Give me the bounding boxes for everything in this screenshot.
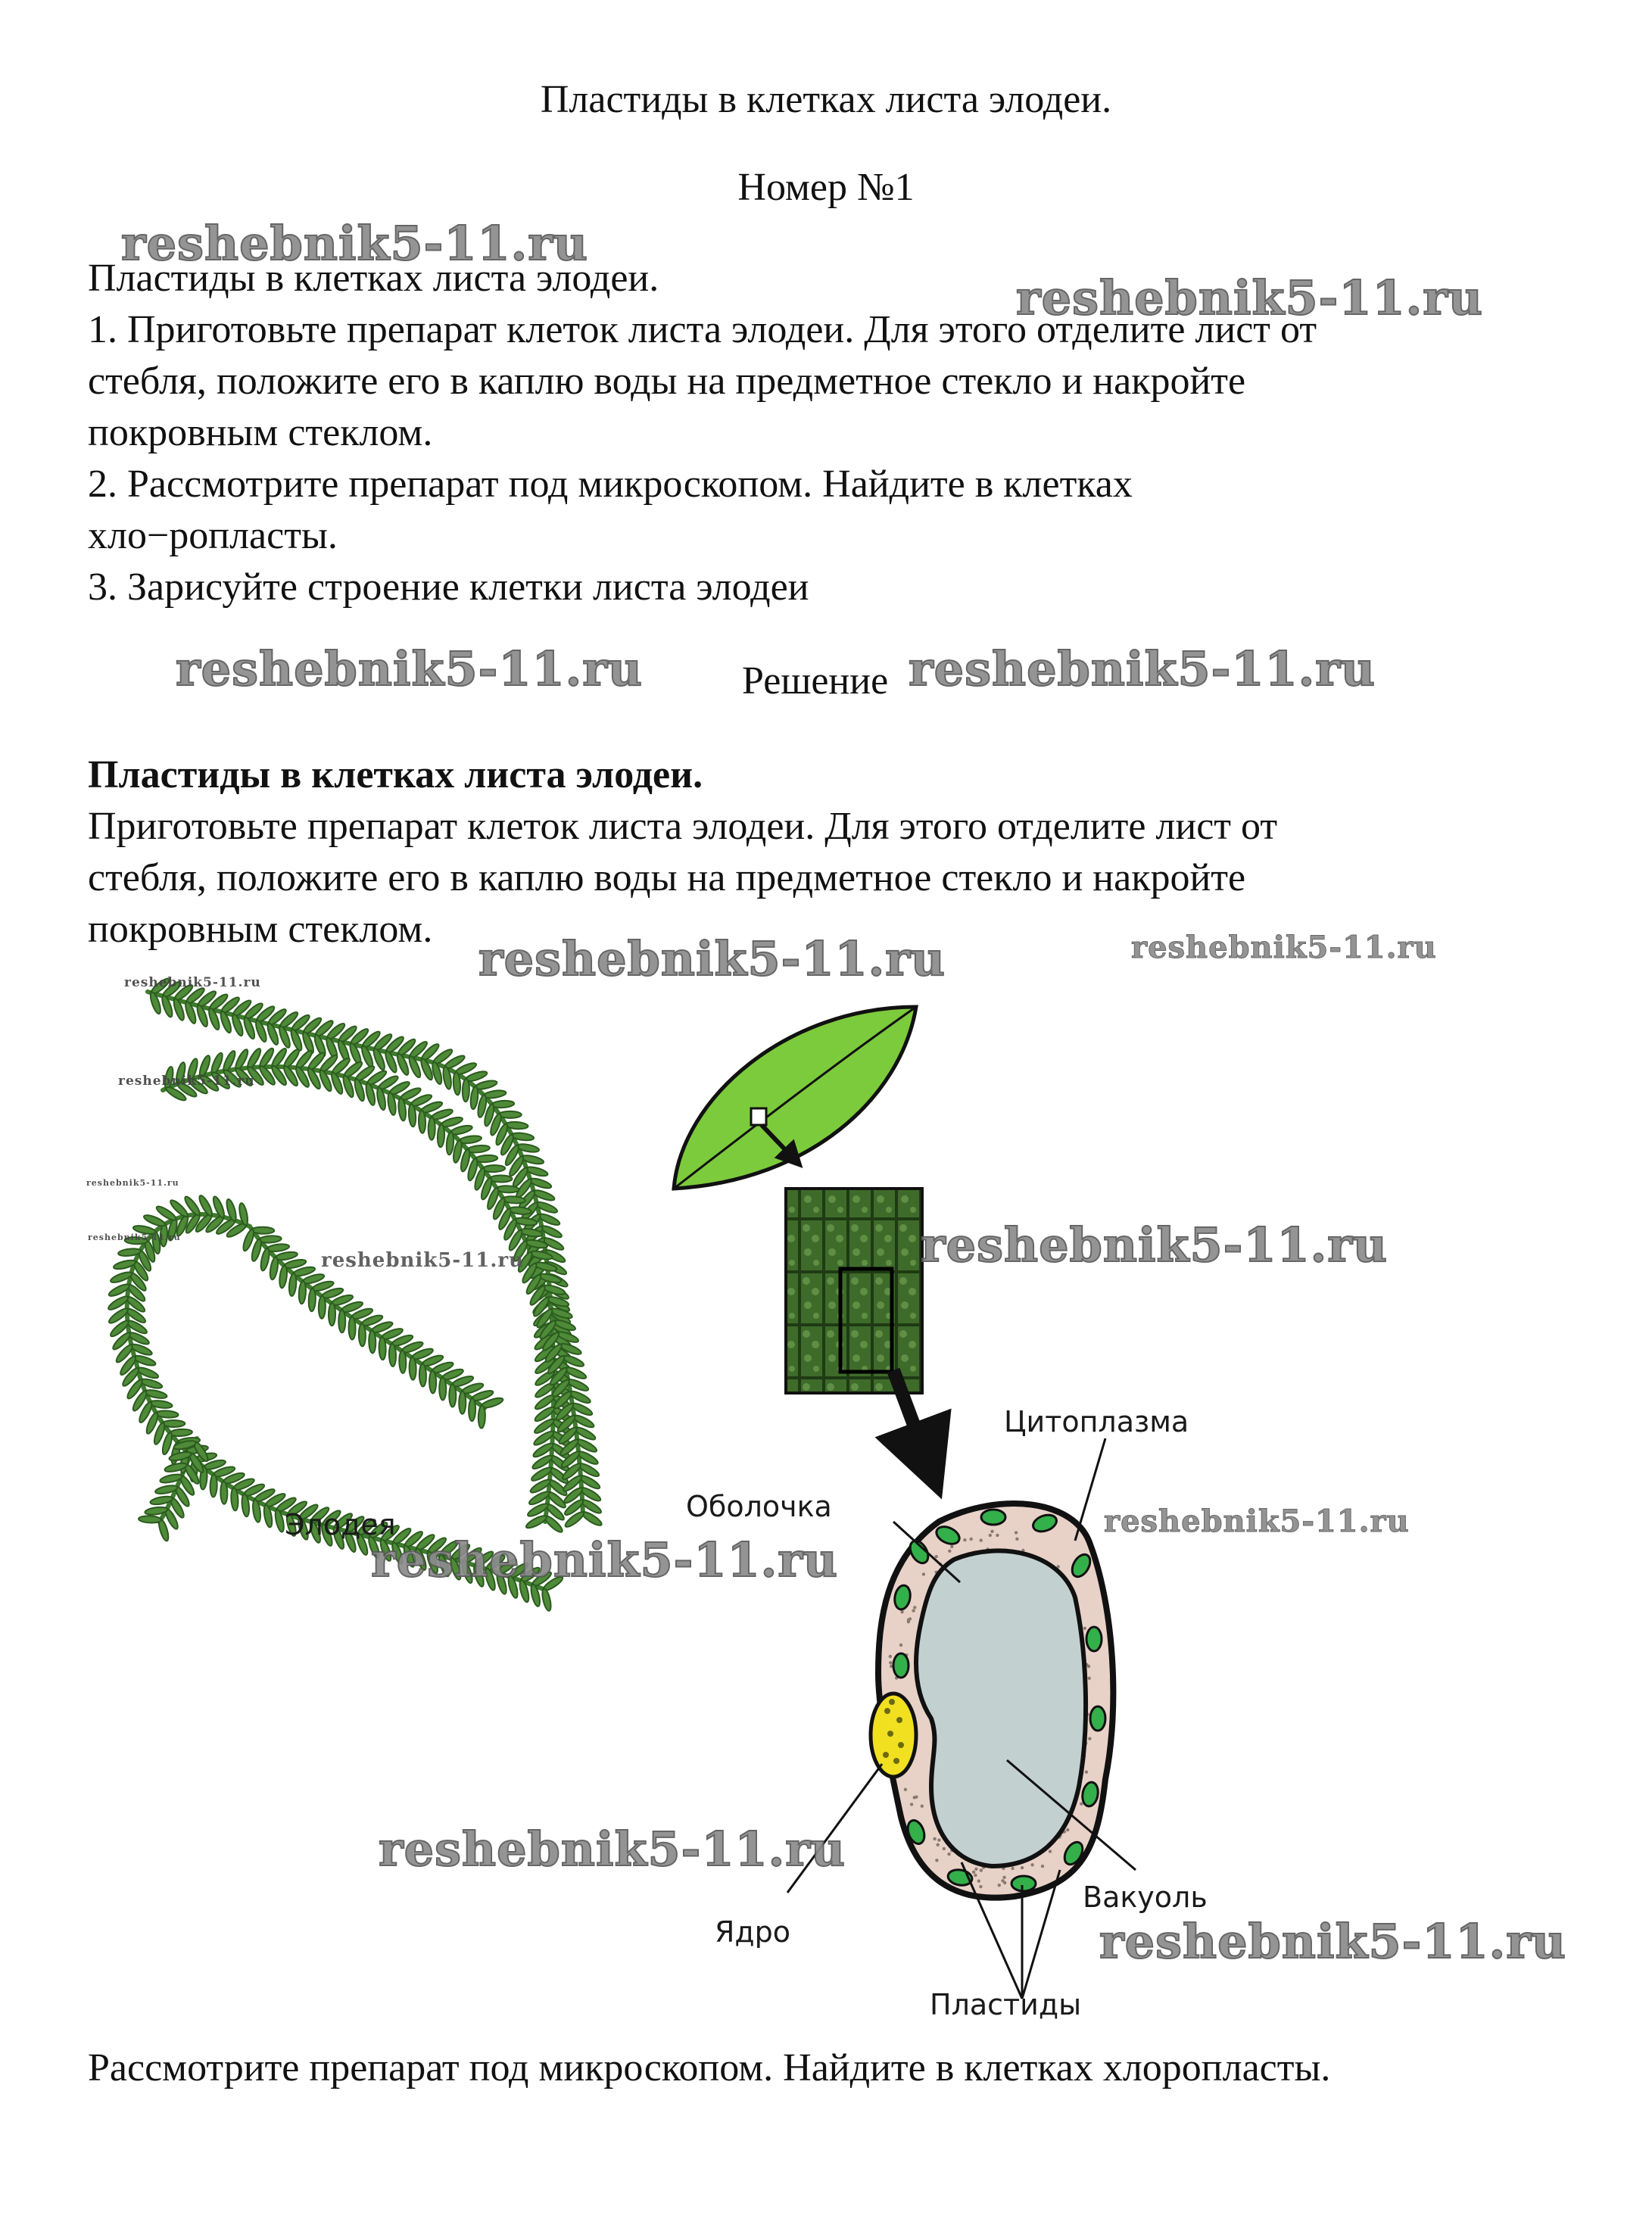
cytoplasm-speck — [990, 1530, 993, 1533]
cytoplasm-speck — [977, 1880, 980, 1883]
cytoplasm-speck — [974, 1868, 977, 1871]
watermark: reshebnik5-11.ru — [124, 975, 261, 990]
elodea-leaflet — [478, 1405, 485, 1428]
leaf-illustration — [674, 1007, 916, 1189]
answer-heading: Пластиды в клетках листа элодеи. — [88, 753, 703, 796]
watermark: reshebnik5-11.ru — [379, 1821, 846, 1877]
task-heading: Пластиды в клетках листа элодеи. — [88, 257, 659, 300]
cytoplasm-speck — [913, 1606, 916, 1609]
task-number: Номер №1 — [737, 166, 915, 209]
nucleus — [871, 1694, 916, 1777]
cytoplasm-speck — [989, 1534, 992, 1537]
watermark: reshebnik5-11.ru — [1104, 1504, 1410, 1539]
elodea-label: Элодея — [285, 1508, 396, 1541]
elodea-leaflet — [499, 1111, 522, 1118]
cytoplasm-speck — [974, 1874, 977, 1877]
elodea-leaflet — [259, 1248, 270, 1271]
task-line: 1. Приготовьте препарат клеток листа элодеи. Для этого отделите лист от — [88, 308, 1317, 351]
task-line: 2. Рассмотрите препарат под микроскопом. Найдите в клетках — [88, 463, 1133, 506]
elodea-leaflet — [258, 1236, 282, 1244]
cytoplasm-speck — [1083, 1627, 1086, 1630]
watermark: reshebnik5-11.ru — [176, 641, 643, 696]
elodea-leaflet — [496, 1186, 519, 1193]
cytoplasm-speck — [1080, 1803, 1083, 1806]
elodea-leaflet — [389, 1344, 397, 1366]
elodea-leaflet — [269, 1257, 279, 1280]
cytoplasm-speck — [1030, 1863, 1033, 1866]
cytoplasm-speck — [998, 1884, 1001, 1887]
cytoplasm-speck — [980, 1538, 983, 1541]
cytoplasm-speck — [1021, 1866, 1024, 1869]
elodea-leaflet — [210, 1474, 217, 1497]
watermark: reshebnik5-11.ru — [86, 1178, 179, 1188]
elodea-leaflet — [475, 1155, 498, 1163]
cytoplasm-speck — [1015, 1531, 1018, 1534]
cytoplasm-speck — [937, 1843, 940, 1846]
cytoplasm-speck — [937, 1838, 940, 1841]
elodea-leaflet — [462, 1079, 469, 1102]
nucleus-granule — [898, 1742, 904, 1748]
watermark: reshebnik5-11.ru — [88, 1232, 181, 1242]
cytoplasm-speck — [935, 1555, 938, 1558]
watermark: reshebnik5-11.ru — [118, 1074, 255, 1089]
cytoplasm-speck — [1087, 1665, 1090, 1668]
elodea-leaflet — [329, 1303, 335, 1326]
watermark: reshebnik5-11.ru — [1016, 270, 1483, 326]
elodea-leaflet — [162, 1420, 185, 1427]
nucleus-granule — [896, 1717, 902, 1723]
answer-line: Приготовьте препарат клеток листа элодеи. Для этого отделите лист от — [88, 805, 1278, 848]
nucleus-granule — [884, 1708, 890, 1714]
nucleus-label: Ядро — [715, 1915, 791, 1949]
cytoplasm-speck — [1041, 1865, 1044, 1868]
cytoplasm-speck — [889, 1661, 892, 1664]
elodea-leaflet — [348, 1317, 355, 1339]
elodea-leaflet — [469, 1086, 478, 1110]
elodea-leaflet — [379, 1337, 386, 1360]
elodea-leaflet — [279, 1265, 288, 1289]
nucleus-granule — [887, 1731, 893, 1737]
cytoplasm-speck — [1001, 1879, 1004, 1882]
cytoplasm-speck — [922, 1572, 925, 1575]
cytoplasm-speck — [913, 1796, 916, 1799]
plastids-label: Пластиды — [930, 1988, 1082, 2021]
cytoplasm-speck — [889, 1655, 892, 1658]
chloroplast — [981, 1510, 1005, 1525]
elodea-leaflet — [429, 1117, 435, 1140]
watermark: reshebnik5-11.ru — [371, 1532, 838, 1588]
elodea-leaflet — [469, 1398, 476, 1421]
watermark: reshebnik5-11.ru — [909, 641, 1376, 696]
cytoplasm-speck — [912, 1609, 915, 1612]
cytoplasm-pointer — [1075, 1438, 1105, 1541]
vacuole-label: Вакуоль — [1083, 1881, 1208, 1914]
cytoplasm-speck — [904, 1788, 907, 1791]
elodea-leaflet — [449, 1385, 456, 1407]
elodea-leaflet — [491, 1100, 515, 1108]
cytoplasm-speck — [963, 1538, 966, 1541]
cytoplasm-speck — [1011, 1867, 1014, 1870]
cytoplasm-speck — [1002, 1876, 1005, 1879]
membrane-label: Оболочка — [686, 1490, 832, 1523]
chloroplast — [1011, 1876, 1036, 1891]
elodea-leaflet — [139, 1516, 161, 1524]
cytoplasm-speck — [947, 1853, 950, 1856]
cytoplasm-speck — [1085, 1771, 1088, 1774]
elodea-leaflet — [359, 1323, 366, 1346]
cytoplasm-speck — [910, 1803, 913, 1806]
cytoplasm-speck — [1088, 1677, 1091, 1680]
elodea-leaflet — [338, 1310, 345, 1332]
elodea-leaflet — [251, 1227, 274, 1234]
nucleus-granule — [889, 1699, 895, 1705]
elodea-leaflet — [459, 1391, 466, 1414]
elodea-leaflet — [319, 1296, 326, 1319]
answer-line: покровным стеклом. — [88, 908, 433, 951]
elodea-leaflet — [298, 1281, 307, 1304]
cytoplasm-speck — [996, 1534, 999, 1537]
elodea-leaflet — [446, 1132, 455, 1155]
elodea-leaflet — [170, 1429, 193, 1437]
elodea-leaflet — [369, 1330, 376, 1353]
watermark: reshebnik5-11.ru — [121, 216, 588, 271]
answer-line: стебля, положите его в каплю воды на предметное стекло и накройте — [88, 856, 1246, 899]
elodea-leaflet — [419, 1363, 427, 1386]
elodea-leaflet — [419, 1111, 426, 1133]
watermark: reshebnik5-11.ru — [1131, 930, 1437, 965]
watermark: reshebnik5-11.ru — [1099, 1914, 1566, 1969]
elodea-leaflet — [288, 1273, 298, 1297]
watermark: reshebnik5-11.ru — [321, 1249, 525, 1272]
cytoplasm-label: Цитоплазма — [1004, 1405, 1189, 1438]
cell-diagram — [787, 1438, 1136, 1999]
watermark: reshebnik5-11.ru — [478, 931, 946, 986]
cytoplasm-speck — [935, 1859, 938, 1862]
cytoplasm-speck — [900, 1610, 903, 1613]
cytoplasm-speck — [970, 1538, 973, 1541]
elodea-leaflet — [308, 1289, 316, 1311]
chloroplast — [893, 1653, 909, 1678]
cytoplasm-speck — [933, 1837, 936, 1840]
solution-label: Решение — [742, 659, 889, 703]
elodea-leaflet — [482, 1165, 505, 1173]
chloroplast — [1086, 1627, 1102, 1651]
nucleus-granule — [893, 1758, 899, 1764]
cytoplasm-speck — [979, 1885, 982, 1888]
elodea-leaflet — [489, 1176, 512, 1183]
task-line: покровным стеклом. — [88, 411, 433, 454]
cytoplasm-speck — [1066, 1828, 1069, 1831]
cytoplasm-speck — [972, 1871, 975, 1874]
leaf-cells-view — [786, 1189, 927, 1461]
elodea-leaflet — [220, 1482, 228, 1504]
cytoplasm-speck — [899, 1644, 902, 1647]
task-line: хло−ропласты. — [88, 514, 338, 557]
elodea-leaflet — [399, 1351, 407, 1373]
task-line: 3. Зарисуйте строение клетки листа элодеи — [88, 566, 809, 609]
cytoplasm-speck — [948, 1550, 951, 1553]
nucleus-granule — [883, 1752, 889, 1758]
elodea-leaflet — [541, 1588, 553, 1611]
cytoplasm-speck — [950, 1545, 953, 1548]
cytoplasm-speck — [1015, 1538, 1018, 1541]
elodea-leaflet — [439, 1377, 446, 1400]
watermark: reshebnik5-11.ru — [921, 1217, 1388, 1273]
task-line: стебля, положите его в каплю воды на предметное стекло и накройте — [88, 360, 1246, 403]
elodea-leaflet — [437, 1124, 444, 1147]
cytoplasm-speck — [1049, 1849, 1052, 1853]
page-title: Пластиды в клетках листа элодеи. — [540, 78, 1112, 121]
chloroplast — [1090, 1706, 1105, 1731]
cytoplasm-speck — [943, 1847, 946, 1850]
cytoplasm-speck — [980, 1868, 983, 1871]
cytoplasm-speck — [907, 1618, 910, 1621]
cytoplasm-speck — [921, 1805, 924, 1808]
elodea-leaflet — [409, 1357, 416, 1380]
elodea-leaflet — [429, 1370, 436, 1393]
cytoplasm-speck — [1088, 1737, 1091, 1740]
answer-final: Рассмотрите препарат под микроскопом. Найдите в клетках хлоропласты. — [88, 2046, 1331, 2089]
